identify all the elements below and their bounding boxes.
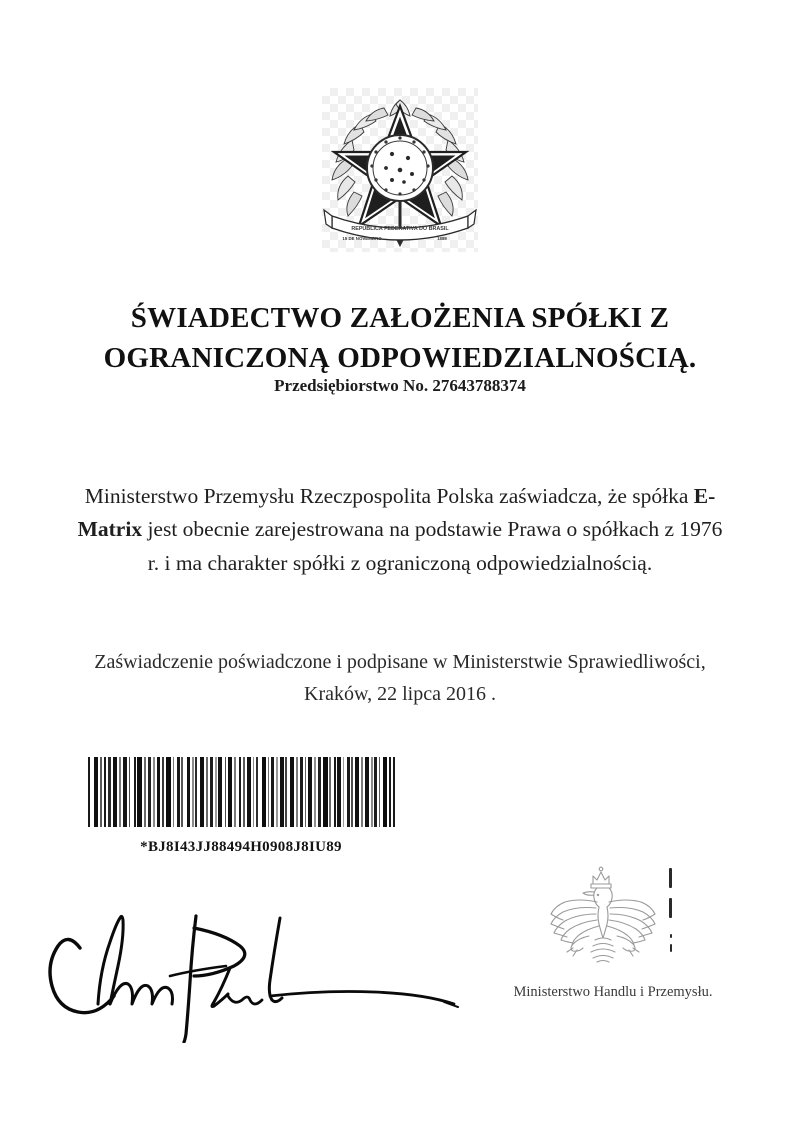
emblem-container	[0, 88, 800, 257]
barcode-bar	[393, 757, 395, 827]
certificate-body-paragraph	[75, 480, 725, 582]
brazil-coat-of-arms-icon	[322, 88, 478, 252]
enterprise-number: Przedsiębiorstwo No. 27643788374	[274, 376, 526, 395]
polish-eagle-icon	[533, 862, 683, 977]
body-text-after-company: jest obecnie zarejestrowana na podstawie Prawa o spółkach z 1976 r. i ma charakter spółki z ograniczoną odpowiedzialnością.	[142, 517, 723, 576]
body-text-before-company: Ministerstwo Przemysłu Rzeczpospolita Polska zaświadcza, że spółka	[84, 483, 694, 508]
company-name: E-Matrix	[77, 483, 716, 542]
page-title	[60, 298, 740, 378]
ministry-caption: Ministerstwo Handlu i Przemysłu.	[513, 984, 713, 1000]
signing-statement: Zaświadczenie poświadczone i podpisane w Ministerstwie Sprawiedliwości, Kraków, 22 lipca 2016 .	[94, 651, 706, 705]
barcode	[88, 757, 394, 827]
emblem-ribbon-lower-left-text: 15 DE NOVEMBRO	[342, 236, 382, 241]
signature-image	[44, 908, 464, 1043]
page-title-line-1: ŚWIADECTWO ZAŁOŻENIA SPÓŁKI Z	[130, 302, 670, 335]
barcode-text: *BJ8I43JJ88494H0908J8IU89	[140, 839, 342, 855]
emblem-ribbon-lower-right-text: 1889	[437, 236, 447, 241]
page-title-line-2: OGRANICZONĄ ODPOWIEDZIALNOŚCIĄ.	[103, 342, 697, 375]
emblem-ribbon-upper-text: REPÚBLICA FEDERATIVA DO BRASIL	[351, 226, 449, 232]
